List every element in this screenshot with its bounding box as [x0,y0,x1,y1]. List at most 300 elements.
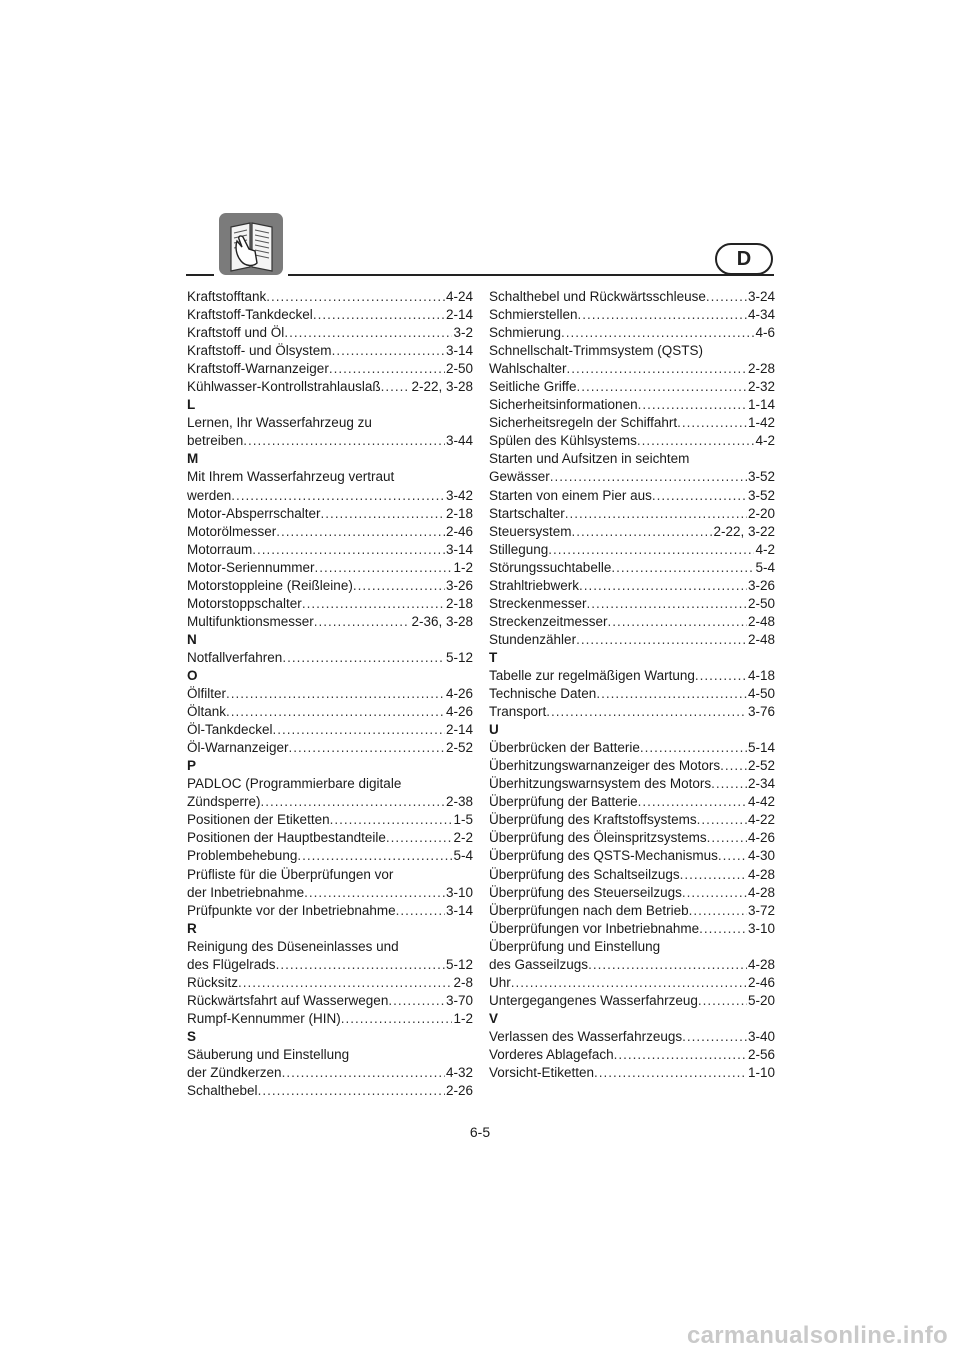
index-page-ref: 2-28 [747,361,775,377]
index-term: Verlassen des Wasserfahrzeugs [489,1028,683,1044]
index-term: Stundenzähler [489,631,577,647]
index-term: Problembehebung [187,848,298,864]
index-page-ref: 2-52 [445,740,473,756]
index-page-ref: 2-22, 3-22 [713,523,775,539]
dot-leader [706,288,747,306]
index-term: Multifunktionsmesser [187,613,314,629]
dot-leader [579,577,747,595]
index-term: Kraftstoff-Warnanzeiger [187,361,329,377]
index-page-ref: 4-30 [747,848,775,864]
index-term: Schmierung [489,325,562,341]
index-entry-line: Prüfliste für die Überprüfungen vor [187,866,394,882]
index-letter-heading: T [489,649,498,665]
index-page-ref: 2-50 [747,595,775,611]
index-term: Überprüfungen vor Inbetriebnahme [489,920,700,936]
dot-leader [226,685,445,703]
index-term: Rumpf-Kennummer (HIN) [187,1010,341,1026]
index-term: Motorstoppschalter [187,595,302,611]
index-entry [489,866,775,884]
index-entry [187,829,473,847]
dot-leader [546,703,747,721]
index-entry [187,847,473,865]
index-term: Starten von einem Pier aus [489,487,652,503]
index-entry [489,956,775,974]
dot-leader [707,829,747,847]
index-page-ref: 3-26 [445,577,473,593]
index-term: Uhr [489,974,511,990]
dot-leader [680,866,747,884]
index-term: Überprüfung des Schaltseilzugs [489,866,680,882]
index-page-ref: 1-14 [747,397,775,413]
index-page-ref: 3-10 [445,884,473,900]
index-term: Strahltriebwerk [489,577,580,593]
index-page-ref: 2-22, 3-28 [411,379,473,395]
dot-leader [637,432,755,450]
index-term: Öltank [187,704,227,720]
index-entry [489,920,775,938]
index-entry [187,902,473,920]
dot-leader [297,847,452,865]
dot-leader [321,505,445,523]
dot-leader [682,884,747,902]
index-term: Überprüfung der Batterie [489,794,638,810]
page-number: 6-5 [469,1124,491,1140]
index-entry-line: Mit Ihrem Wasserfahrzeug vertraut [187,469,395,485]
index-page-ref: 1-10 [747,1065,775,1081]
index-entry [489,541,775,559]
dot-leader [304,884,445,902]
index-page-ref: 5-4 [755,559,775,575]
index-entry [187,811,473,829]
dot-leader [699,920,747,938]
index-page-ref: 2-56 [747,1046,775,1062]
index-page-ref: 1-2 [453,559,473,575]
dot-leader [266,288,445,306]
index-entry [489,414,775,432]
dot-leader [611,559,754,577]
dot-leader [329,360,445,378]
index-entry [489,505,775,523]
dot-leader [273,721,445,739]
index-entry [187,721,473,739]
index-entry [489,523,775,541]
index-term: Streckenmesser [489,595,587,611]
dot-leader [276,523,445,541]
index-page-ref: 4-22 [747,812,775,828]
index-entry [489,884,775,902]
index-term: betreiben [187,433,244,449]
index-term: Wahlschalter [489,361,567,377]
index-page-ref: 3-42 [445,487,473,503]
index-term: Startschalter [489,505,565,521]
dot-leader [381,378,411,396]
index-page-ref: 1-2 [453,1010,473,1026]
index-entry [489,396,775,414]
index-entry-line: Reinigung des Düseneinlasses und [187,938,399,954]
index-page-ref: 2-14 [445,307,473,323]
index-page-ref: 5-20 [747,992,775,1008]
index-term: der Inbetriebnahme [187,884,305,900]
index-page-ref: 3-52 [747,469,775,485]
index-entry [489,1028,775,1046]
index-term: Schmierstellen [489,307,578,323]
index-page-ref: 3-26 [747,577,775,593]
index-entry [187,324,473,342]
index-entry [187,342,473,360]
index-page-ref: 4-32 [445,1065,473,1081]
index-entry-line: PADLOC (Programmierbare digitale [187,776,402,792]
index-entry-line: Überprüfung und Einstellung [489,938,661,954]
dot-leader [550,468,747,486]
index-letter-heading: N [187,631,197,647]
dot-leader [341,1010,453,1028]
dot-leader [677,414,747,432]
index-term: Kraftstoff und Öl [187,325,285,341]
dot-leader [511,974,747,992]
dot-leader [386,829,453,847]
index-term: Überbrücken der Batterie [489,740,640,756]
index-term: Positionen der Etiketten [187,812,330,828]
index-entry [187,685,473,703]
dot-leader [576,631,747,649]
index-entry [187,956,473,974]
index-column-right [489,288,775,1082]
index-page-ref: 2-32 [747,379,775,395]
index-page-ref: 3-14 [445,541,473,557]
index-page-ref: 4-28 [747,956,775,972]
index-entry-line: Starten und Aufsitzen in seichtem [489,451,690,467]
dot-leader [238,974,452,992]
index-page-ref: 4-24 [445,289,473,304]
index-term: Notfallverfahren [187,649,283,665]
index-entry [187,974,473,992]
index-page-ref: 3-40 [747,1028,775,1044]
index-entry [187,487,473,505]
index-page-ref: 4-2 [755,541,775,557]
index-entry [187,288,473,306]
dot-leader [638,793,747,811]
index-page-ref: 4-42 [747,794,775,810]
index-term: Überhitzungswarnsystem des Motors [489,776,712,792]
dot-leader [231,487,445,505]
index-page-ref: 4-26 [445,704,473,720]
index-page-ref: 2-46 [445,523,473,539]
index-term: Steuersystem [489,523,572,539]
index-term: Ölfilter [187,686,227,702]
index-term: Vorsicht-Etiketten [489,1065,595,1081]
index-page-ref: 3-14 [445,343,473,359]
index-entry [489,487,775,505]
dot-leader [720,757,747,775]
index-page-ref: 5-12 [445,956,473,972]
dot-leader [561,324,754,342]
index-entry [489,667,775,685]
index-term: Zündsperre) [187,794,261,810]
dot-leader [315,559,453,577]
index-term: Motor-Seriennummer [187,559,315,575]
index-entry [187,884,473,902]
index-term: Kraftstoff-Tankdeckel [187,307,313,323]
dot-leader [289,739,445,757]
index-page-ref: 2-34 [747,776,775,792]
dot-leader [258,1082,445,1100]
dot-leader [330,811,453,829]
index-entry [187,577,473,595]
index-term: Überhitzungswarnanzeiger des Motors [489,758,721,774]
index-term: Störungssuchtabelle [489,559,612,575]
index-page-ref: 2-48 [747,631,775,647]
index-term: Motorölmesser [187,523,277,539]
dot-leader [578,306,747,324]
header-rule-right [288,274,774,276]
index-term: Motor-Absperrschalter [187,505,321,521]
index-entry [187,595,473,613]
index-letter-heading: U [489,722,499,738]
dot-leader [608,613,747,631]
index-page-ref: 4-28 [747,884,775,900]
dot-leader [577,378,747,396]
index-entry [489,902,775,920]
index-letter-heading: O [187,667,198,683]
index-term: Technische Daten [489,686,597,702]
index-entry [489,613,775,631]
index-page-ref: 2-46 [747,974,775,990]
index-term: Überprüfung des Kraftstoffsystems [489,812,697,828]
index-entry [489,595,775,613]
dot-leader [638,396,747,414]
index-term: Schalthebel und Rückwärtsschleuse [489,289,706,304]
index-entry [489,829,775,847]
index-entry [489,703,775,721]
dot-leader [697,811,747,829]
dot-leader [682,1028,747,1046]
index-page-ref: 2-48 [747,613,775,629]
index-term: Überprüfung des Öleinspritzsystems [489,830,707,846]
index-page-ref: 2-20 [747,505,775,521]
index-page-ref: 2-18 [445,595,473,611]
index-letter-heading: S [187,1028,197,1044]
header-rule-left [186,274,214,276]
dot-leader [711,775,747,793]
index-page-ref: 3-70 [445,992,473,1008]
watermark: carmanualsonline.info [686,1322,948,1349]
index-page-ref: 3-10 [747,920,775,936]
dot-leader [353,577,445,595]
index-page-ref: 3-72 [747,902,775,918]
index-term: Kraftstoff- und Ölsystem [187,343,332,359]
index-term: Öl-Warnanzeiger [187,740,289,756]
index-term: Spülen des Kühlsystems [489,433,637,449]
index-entry [489,378,775,396]
index-term: Überprüfung des QSTS-Mechanismus [489,848,718,864]
dot-leader [572,523,713,541]
index-entry [187,793,473,811]
index-entry [187,739,473,757]
dot-leader [261,793,445,811]
dot-leader [282,1064,445,1082]
dot-leader [396,902,445,920]
index-page-ref: 1-42 [747,415,775,431]
dot-leader [695,667,747,685]
index-page-ref: 2-52 [747,758,775,774]
index-page-ref: 3-52 [747,487,775,503]
index-term: Schalthebel [187,1083,258,1099]
index-entry [187,559,473,577]
index-term: des Gasseilzugs [489,956,589,972]
index-entry [187,541,473,559]
index-entry-line: Schnellschalt-Trimmsystem (QSTS) [489,343,704,359]
index-letter-heading: P [187,758,197,774]
dot-leader [588,956,747,974]
index-term: Vorderes Ablagefach [489,1046,614,1062]
index-page-ref: 2-2 [453,830,473,846]
index-entry [187,360,473,378]
index-term: werden [187,487,232,503]
index-page-ref: 4-18 [747,667,775,683]
index-entry [489,793,775,811]
index-page-ref: 5-14 [747,740,775,756]
index-term: Untergegangenes Wasserfahrzeug [489,992,698,1008]
index-term: Stillegung [489,541,549,557]
index-entry [187,1010,473,1028]
dot-leader [587,595,747,613]
dot-leader [718,847,747,865]
index-term: Motorstoppleine (Reißleine) [187,577,353,593]
index-page-ref: 4-2 [755,433,775,449]
index-entry [489,685,775,703]
index-entry [187,649,473,667]
index-entry [489,992,775,1010]
index-term: Überprüfungen nach dem Betrieb [489,902,689,918]
index-page-ref: 2-18 [445,505,473,521]
index-entry [489,360,775,378]
index-term: Sicherheitsregeln der Schiffahrt [489,415,678,431]
index-page-ref: 5-4 [453,848,473,864]
index-term: Seitliche Griffe [489,379,577,395]
index-term: Sicherheitsinformationen [489,397,638,413]
index-entry [489,1046,775,1064]
dot-leader [276,956,445,974]
dot-leader [567,360,747,378]
dot-leader [565,505,747,523]
index-entry [187,306,473,324]
index-entry [489,847,775,865]
index-entry [187,703,473,721]
index-entry-line: Lernen, Ihr Wasserfahrzeug zu [187,415,372,431]
index-page-ref: 2-14 [445,722,473,738]
index-term: Prüfpunkte vor der Inbetriebnahme [187,902,396,918]
index-page-ref: 2-36, 3-28 [411,613,473,629]
index-page-ref: 3-2 [453,325,473,341]
index-term: Kühlwasser-Kontrollstrahlauslaß [187,379,381,395]
index-page-ref: 2-50 [445,361,473,377]
index-page-ref: 5-12 [445,649,473,665]
dot-leader [314,613,411,631]
index-term: des Flügelrads [187,956,276,972]
index-term: Tabelle zur regelmäßigen Wartung [489,667,695,683]
index-term: der Zündkerzen [187,1065,282,1081]
dot-leader [640,739,747,757]
index-entry [489,577,775,595]
index-entry [187,992,473,1010]
index-entry [489,288,775,306]
dot-leader [243,432,445,450]
index-page-ref: 4-34 [747,307,775,323]
index-page-ref: 3-24 [747,289,775,304]
index-entry [489,739,775,757]
index-entry [489,306,775,324]
dot-leader [226,703,445,721]
dot-leader [252,541,445,559]
index-page-ref: 2-26 [445,1083,473,1099]
section-badge: D [715,243,773,275]
index-column-left [187,288,473,1100]
dot-leader [548,541,754,559]
index-page-ref: 4-50 [747,686,775,702]
index-entry-line: Säuberung und Einstellung [187,1046,350,1062]
index-letter-heading: R [187,920,197,936]
index-term: Transport [489,704,547,720]
index-entry [489,559,775,577]
index-page-ref: 1-5 [453,812,473,828]
dot-leader [596,685,747,703]
index-page-ref: 2-8 [453,974,473,990]
dot-leader [313,306,445,324]
index-entry [187,1064,473,1082]
index-term: Streckenzeitmesser [489,613,608,629]
index-entry [489,757,775,775]
index-entry [489,324,775,342]
dot-leader [302,595,445,613]
dot-leader [698,992,747,1010]
index-entry [187,432,473,450]
index-entry [187,505,473,523]
index-page-ref: 4-28 [747,866,775,882]
index-entry [489,432,775,450]
dot-leader [388,992,445,1010]
index-entry [489,631,775,649]
dot-leader [652,487,747,505]
index-entry [187,613,473,631]
index-entry [187,378,473,396]
index-letter-heading: V [489,1010,499,1026]
dot-leader [614,1046,747,1064]
index-term: Motorraum [187,541,253,557]
dot-leader [284,324,452,342]
index-term: Überprüfung des Steuerseilzugs [489,884,682,900]
index-entry [489,974,775,992]
index-entry [489,468,775,486]
index-term: Gewässer [489,469,550,485]
dot-leader [332,342,445,360]
index-entry [187,523,473,541]
reading-manual-icon [219,213,283,275]
index-term: Rückwärtsfahrt auf Wasserwegen [187,992,389,1008]
index-entry [489,811,775,829]
index-entry [187,1082,473,1100]
index-page-ref: 3-44 [445,433,473,449]
index-letter-heading: L [187,397,196,413]
index-page-ref: 4-26 [445,686,473,702]
index-entry [489,1064,775,1082]
index-term: Kraftstofftank [187,289,267,304]
index-page-ref: 3-14 [445,902,473,918]
index-page-ref: 4-6 [755,325,775,341]
index-letter-heading: M [187,451,199,467]
index-page-ref: 4-26 [747,830,775,846]
dot-leader [594,1064,747,1082]
index-term: Öl-Tankdeckel [187,722,273,738]
